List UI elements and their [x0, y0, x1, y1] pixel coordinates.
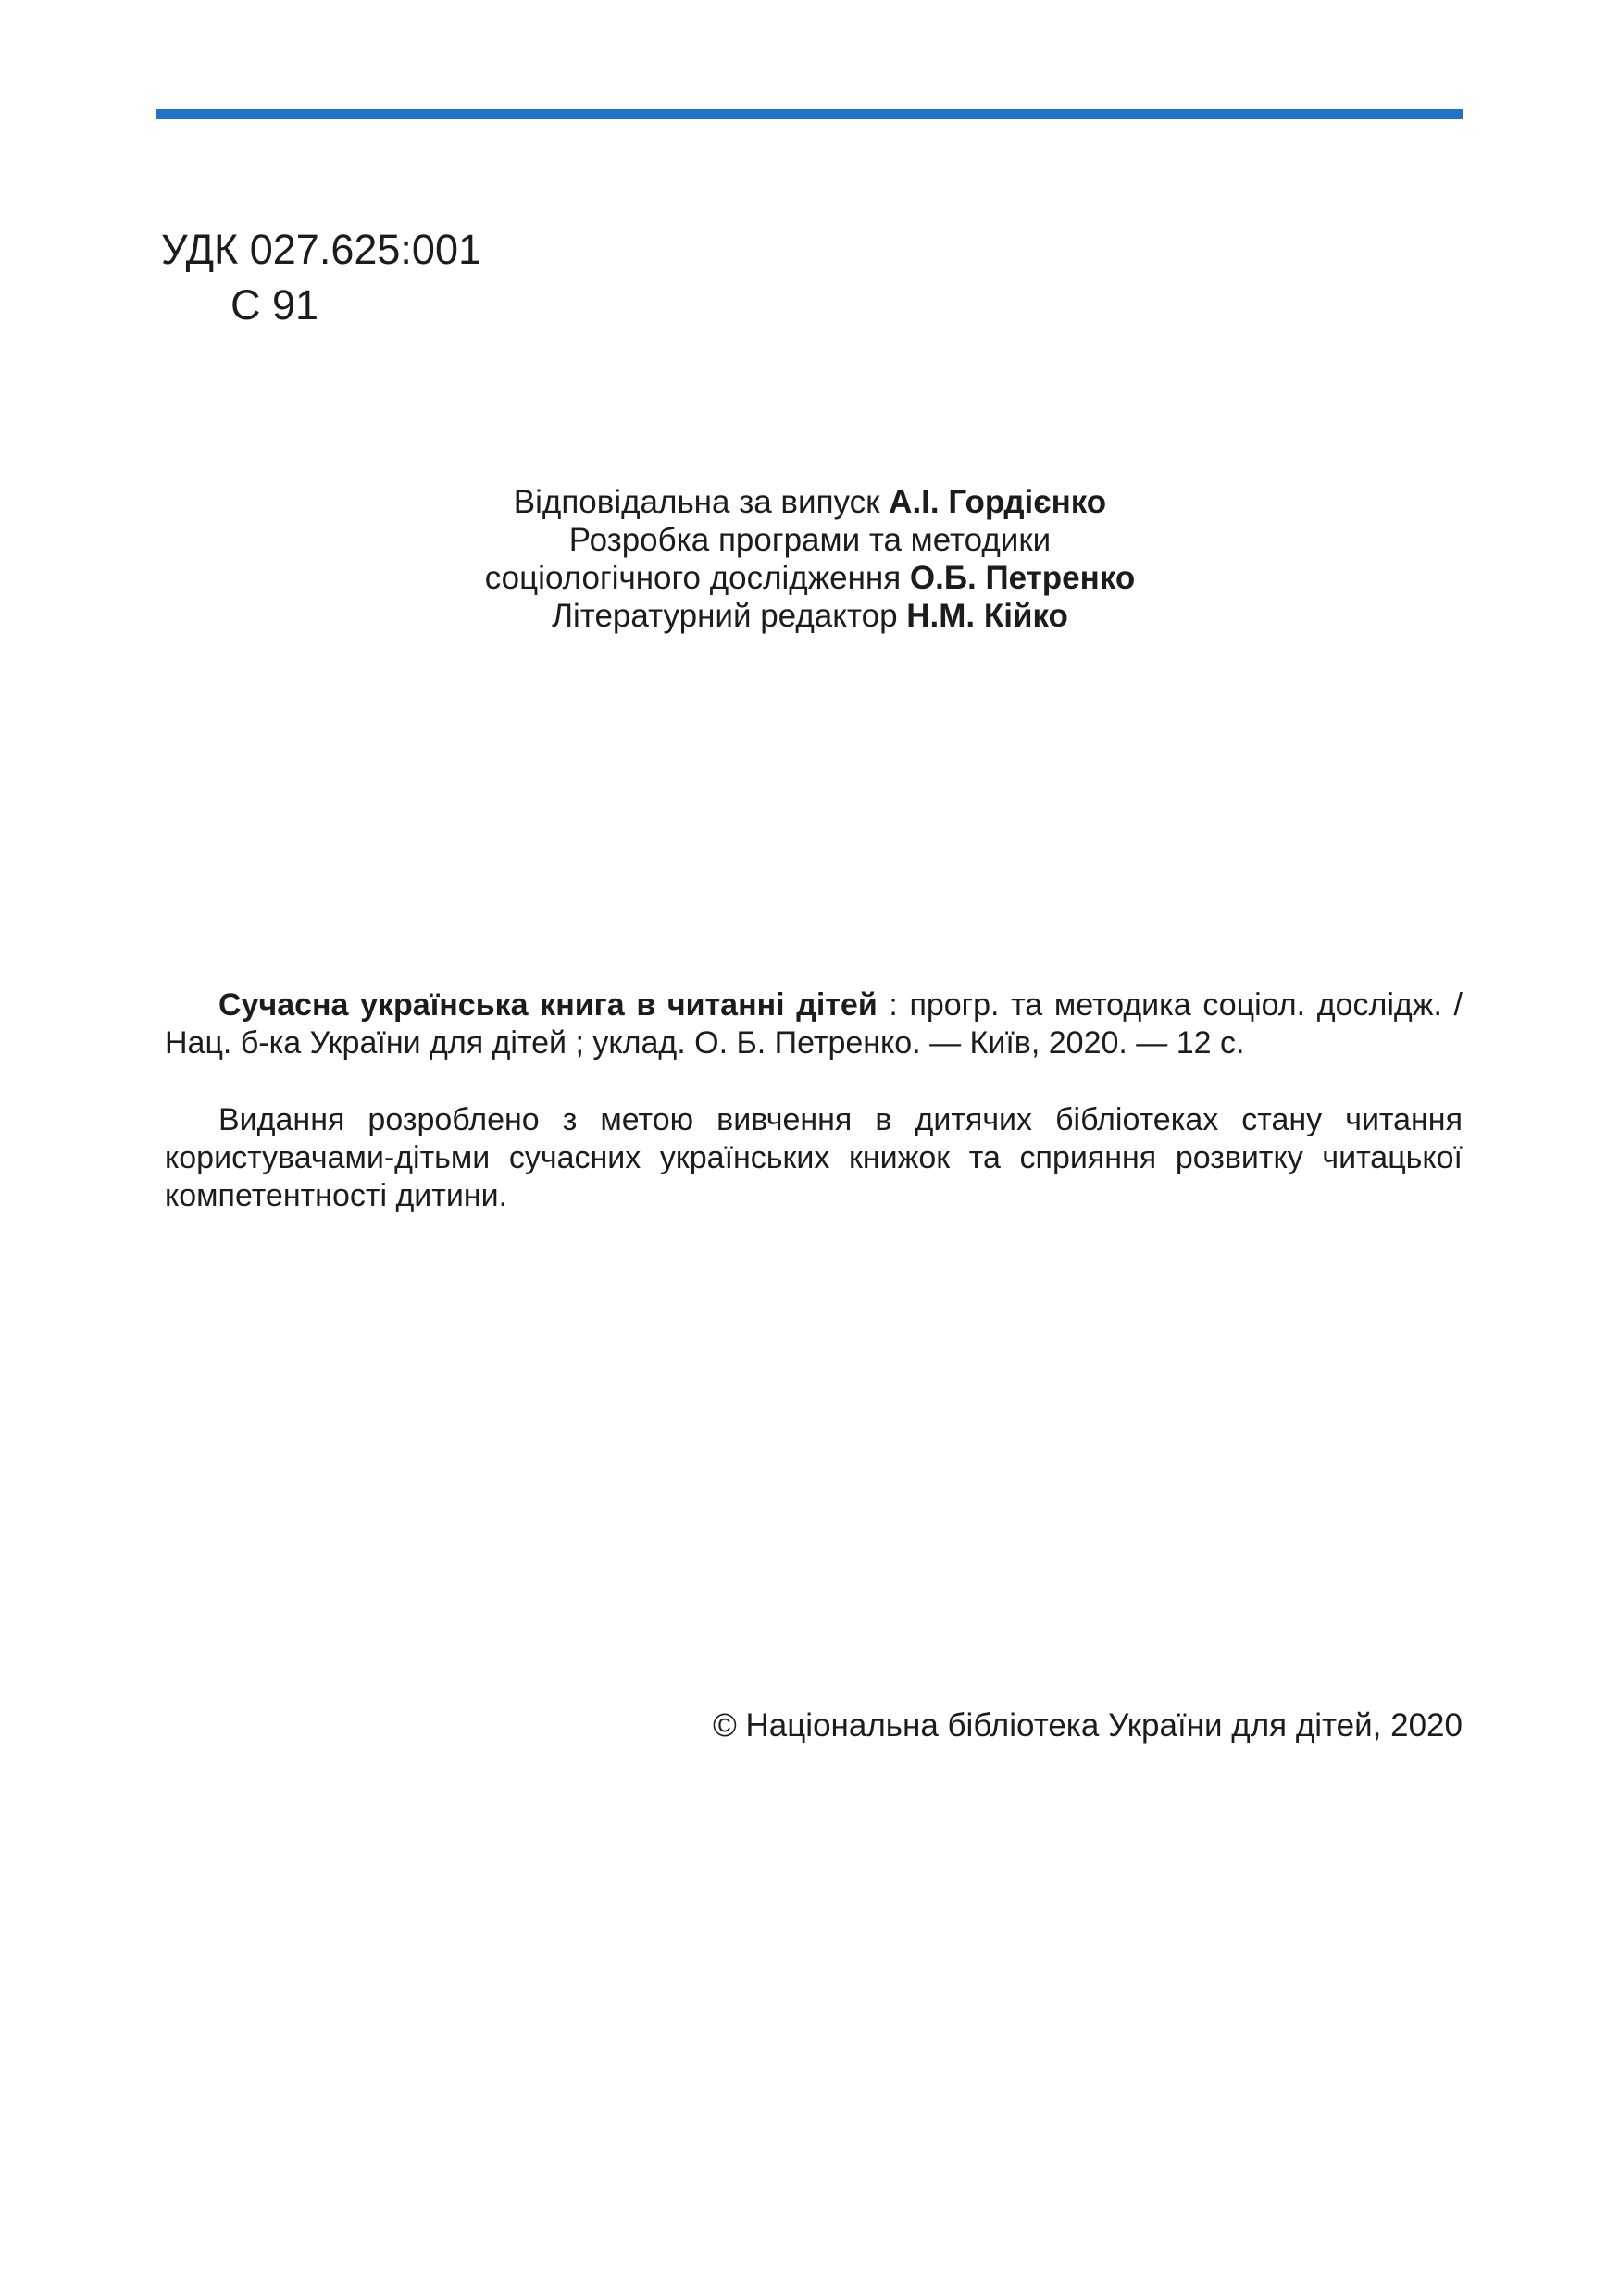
- udk-code: УДК 027.625:001: [161, 226, 482, 273]
- author-mark: С 91: [230, 281, 319, 329]
- responsible-label: Відповідальна за випуск: [513, 484, 890, 520]
- responsible-line: [278, 483, 1342, 521]
- header-rule: [156, 109, 1463, 119]
- bibliographic-details: : прогр. та методика соціол. дослідж. / Нац. б-ка України для дітей ; уклад. О. Б. Петренко. — Київ, 2020. — 12 с.: [165, 987, 1463, 1061]
- responsible-name: А.І. Гордієнко: [889, 484, 1107, 520]
- bibliographic-description: [165, 987, 1463, 1062]
- udk-block: [161, 222, 481, 333]
- annotation-text: Видання розроблено з метою вивчення в дитячих бібліотеках стану читання користувачами-дітьми сучасних українських книжок та сприяння розвитку читацької компетентності дитини.: [165, 1102, 1463, 1213]
- book-title: Сучасна українська книга в читанні дітей: [218, 987, 878, 1023]
- credits-block: [278, 483, 1342, 635]
- copyright-line: © Національна бібліотека України для дітей, 2020: [713, 1707, 1463, 1744]
- research-label: соціологічного дослідження: [484, 560, 910, 596]
- program-line: Розробка програми та методики: [568, 522, 1052, 558]
- research-line: [278, 559, 1342, 597]
- editor-name: Н.М. Кійко: [906, 598, 1068, 634]
- editor-label: Літературний редактор: [552, 598, 907, 634]
- research-name: О.Б. Петренко: [909, 560, 1136, 596]
- editor-line: [278, 597, 1342, 635]
